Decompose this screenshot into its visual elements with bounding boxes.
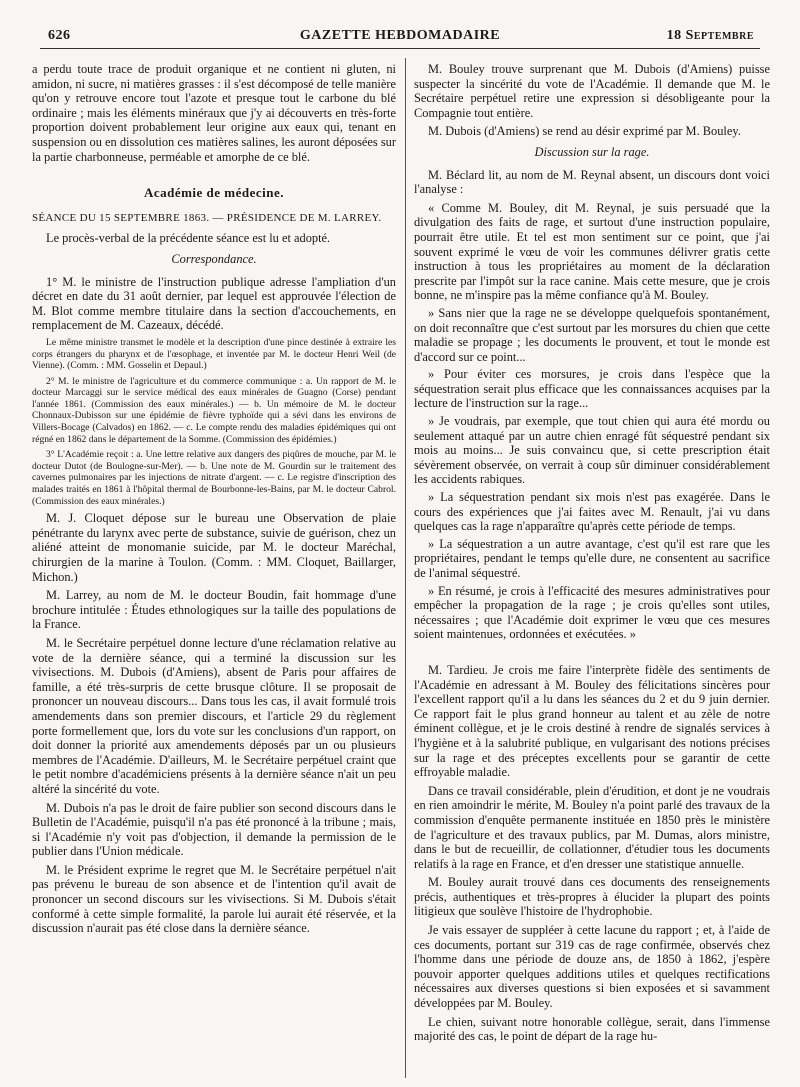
small-paragraph: Le même ministre transmet le modèle et la description d'une pince destinée à extraire les corps étrangers du pharynx et de l'œsophage, et inventée par M. le docteur Henri Weil (de Vienne). (Comm. : MM. Gosselin et Depaul.) xyxy=(32,336,396,372)
paragraph: 1° M. le ministre de l'instruction publique adresse l'ampliation d'un décret en date du 31 août dernier, par lequel est approuvée l'élection de M. Blot comme membre titulaire dans la section d'accouchements, en remplacement de M. Cazeaux, décédé. xyxy=(32,274,396,333)
subheading: Discussion sur la rage. xyxy=(534,144,650,159)
small-paragraph: 2° M. le ministre de l'agriculture et du commerce communique : a. Un rapport de M. le docteur Marcaggi sur le service médical des eaux minérales de Guagno (Corse) pendant l'année 1861. (Commission des eaux minérales.) — b. Un mémoire de M. le docteur Chonnaux-Dubisson sur une épidémie de fièvre typhoïde qui a sévi dans les environs de Villers-Bocage (Calvados) en 1862. — c. Le compte rendu des maladies épidémiques qui ont régné en 1862 dans le département de la Somme. (Commission des épidémies.) xyxy=(32,375,396,445)
paragraph: M. Bouley trouve surprenant que M. Dubois (d'Amiens) puisse suspecter la sincérité du vote de l'Académie. Il demande que M. le Secrétaire perpétuel retire une expression si désobligeante pour la Compagnie tout entière. xyxy=(414,62,770,120)
paragraph: M. Larrey, au nom de M. le docteur Boudin, fait hommage d'une brochure intitulée : Études ethnologiques sur la taille des populations de la France. xyxy=(32,588,396,632)
paragraph: M. Tardieu. Je crois me faire l'interprète fidèle des sentiments de l'Académie en adressant à M. Bouley des félicitations sincères pour l'excellent rapport qu'il a lu dans les séances du 2 et du 9 juin dernier. Ce rapport fait le plus grand honneur au talent et au zèle de notre éminent collègue, et je le crois destiné à rendre de signalés services à l'hygiène et à la salubrité publique, en vulgarisant des notions précises sur la rage et des préceptes excellents pour se garantir de cette effroyable maladie. xyxy=(414,662,770,780)
paragraph: M. Dubois (d'Amiens) se rend au désir exprimé par M. Bouley. xyxy=(428,124,741,139)
spacer xyxy=(414,645,770,663)
paragraph: M. Dubois n'a pas le droit de faire publier son second discours dans le Bulletin de l'Académie, puisqu'il n'a pas été prononcé à la tribune ; mais, si l'Académie n'y voit pas d'objection, il demande la permission de le publier dans l'Union médicale. xyxy=(32,800,396,859)
page-header xyxy=(40,22,760,48)
paragraph: Dans ce travail considérable, plein d'érudition, et dont je ne voudrais en rien amoindrir le mérite, M. Bouley n'a point parlé des travaux de la commission d'enquête permanente instituée en 1850 près le ministère de l'agriculture et des travaux publics, par M. Dumas, alors ministre, dans le but de recueillir, de collationner, d'étudier tous les documents relatifs à la rage en France, et d'en dresser une statistique annuelle. xyxy=(414,783,770,871)
quote-paragraph: » Je voudrais, par exemple, que tout chien qui aura été mordu ou seulement attaqué par un autre chien enragé fût séquestré pendant six mois au moins... Je suis convaincu que, si cette prescription était sévèrement observée, on verrait à coup sûr diminuer considérablement les accidents rabiques. xyxy=(414,414,770,487)
seance-line: SÉANCE DU 15 SEPTEMBRE 1863. — PRÉSIDENCE DE M. LARREY. xyxy=(32,211,382,224)
left-column xyxy=(32,62,396,1077)
paragraph: M. le Secrétaire perpétuel donne lecture d'une réclamation relative au vote de la dernière séance, qui a terminé la discussion sur les vivisections. M. Dubois (d'Amiens), absent de Paris pour affaires de famille, a été très-surpris de cette brusque clôture. Il se proposait de prononcer un nouveau discours... Dans tous les cas, il avait formulé trois amendements dans son premier discours, et l'article 29 du règlement porte formellement que, lors du vote sur les conclusions d'un rapport, on doit donner la priorité aux amendements déposés par un ou plusieurs membres de l'Académie. D'ailleurs, M. le Secrétaire perpétuel craint que le petit nombre d'académiciens présents à la dernière séance n'ait un peu altéré la sincérité du vote. xyxy=(32,635,396,796)
quote-paragraph: » La séquestration a un autre avantage, c'est qu'il est rare que les propriétaires, pendant le temps qu'elle dure, ne consentent au sacrifice de l'animal séquestré. xyxy=(414,536,770,580)
column-divider xyxy=(405,58,406,1078)
paragraph: M. J. Cloquet dépose sur le bureau une Observation de plaie pénétrante du larynx avec perte de substance, suivie de guérison, chez un aliéné atteint de monomanie suicide, par M. le docteur Maréchal, chirurgien de la marine à Toulon. (Comm. : MM. Cloquet, Baillarger, Michon.) xyxy=(32,511,396,584)
issue-date: 18 Septembre xyxy=(666,28,754,43)
quote-paragraph: » En résumé, je crois à l'efficacité des mesures administratives pour empêcher la propagation de la rage ; je crois qu'elles sont utiles, nécessaires ; que l'Académie doit exprimer le vœu que ces mesures soient maintenues, ordonnées et exécutées. » xyxy=(414,583,770,642)
paragraph: M. Bouley aurait trouvé dans ces documents des renseignements précis, authentiques et très-propres à élucider la plupart des points litigieux que soulève l'histoire de l'hydrophobie. xyxy=(414,875,770,919)
header-rule xyxy=(40,48,760,49)
journal-title: GAZETTE HEBDOMADAIRE xyxy=(299,28,501,43)
quote-paragraph: » Sans nier que la rage ne se développe quelquefois spontanément, on doit reconnaître que c'est surtout par les morsures du chien que cette maladie se propage ; les documents le prouvent, et tout le monde est d'accord sur ce point... xyxy=(414,305,770,364)
quote-paragraph: » Pour éviter ces morsures, je crois dans l'espèce que la séquestration serait plus efficace que les connaissances acquises par la lecture de l'instruction sur la rage... xyxy=(414,367,770,411)
paragraph: M. le Président exprime le regret que M. le Secrétaire perpétuel n'ait pas prévenu le bureau de son absence et de l'intention qu'il avait de prononcer un second discours sur les vivisections. Si M. Dubois s'était conformé à cette simple formalité, la parole lui aurait été réservée, et la discussion n'aurait pas été close dans la dernière séance. xyxy=(32,862,396,936)
section-title: Académie de médecine. xyxy=(143,185,285,201)
paragraph: Le chien, suivant notre honorable collègue, serait, dans l'immense majorité des cas, le point de départ de la rage hu- xyxy=(414,1014,770,1044)
paragraph: Je vais essayer de suppléer à cette lacune du rapport ; et, à l'aide de ces documents, portant sur 319 cas de rage confirmée, observés chez l'homme dans une période de douze ans, de 1850 à 1862, j'espère pouvoir apporter quelques additions utiles et quelques rectifications nécessaires aux diverses questions si bien exposées et si savamment développées par M. Bouley. xyxy=(414,923,770,1011)
page-number: 626 xyxy=(48,28,71,43)
paragraph: a perdu toute trace de produit organique et ne contient ni gluten, ni amidon, ni sucre, ni matières grasses : il s'est décomposé de telle manière qu'on y retrouve encore tout l'azote et presque tout le carbone du blé ordinaire ; mais les éléments minéraux que j'y ai découverts en très-forte proportion doivent probablement leur origine aux eaux qui, tenant en suspension ou en dissolution ces matières salines, les auront déposées sur la partie charbonneuse, perméable et amorphe de ce blé. xyxy=(32,62,396,164)
right-column xyxy=(414,62,770,1077)
small-paragraph: 3° L'Académie reçoit : a. Une lettre relative aux dangers des piqûres de mouche, par M. le docteur Dutot (de Boulogne-sur-Mer). — b. Une note de M. Gourdin sur le traitement des cavernes pulmonaires par les injections de nitrate d'argent. — c. Le registre d'inscription des malades traités en 1861 à l'hôpital thermal de Bourbonne-les-Bains, par M. le docteur Cabrol. (Commission des eaux minérales.) xyxy=(32,449,396,507)
paragraph: Le procès-verbal de la précédente séance est lu et adopté. xyxy=(46,231,331,246)
quote-paragraph: « Comme M. Bouley, dit M. Reynal, je suis persuadé que la divulgation des faits de rage, et surtout d'une instruction populaire, pourrait être utile. Et tel est mon sentiment sur ce point, que j'ai souvent exprimé le vœu de voir les communes délivrer gratis cette instruction à tous les propriétaires au moment de la déclaration prescrite par l'impôt sur la race canine. Mais cette mesure, que je crois bonne, ne m'inspire pas la même confiance qu'à M. Bouley. xyxy=(414,200,770,303)
subheading: Correspondance. xyxy=(171,251,257,266)
quote-paragraph: » La séquestration pendant six mois n'est pas exagérée. Dans le cours des expériences que j'ai faites avec M. Renault, j'ai vu dans quelques cas la rage n'apparaître qu'après cette période de temps. xyxy=(414,490,770,534)
paragraph: M. Béclard lit, au nom de M. Reynal absent, un discours dont voici l'analyse : xyxy=(414,167,770,197)
